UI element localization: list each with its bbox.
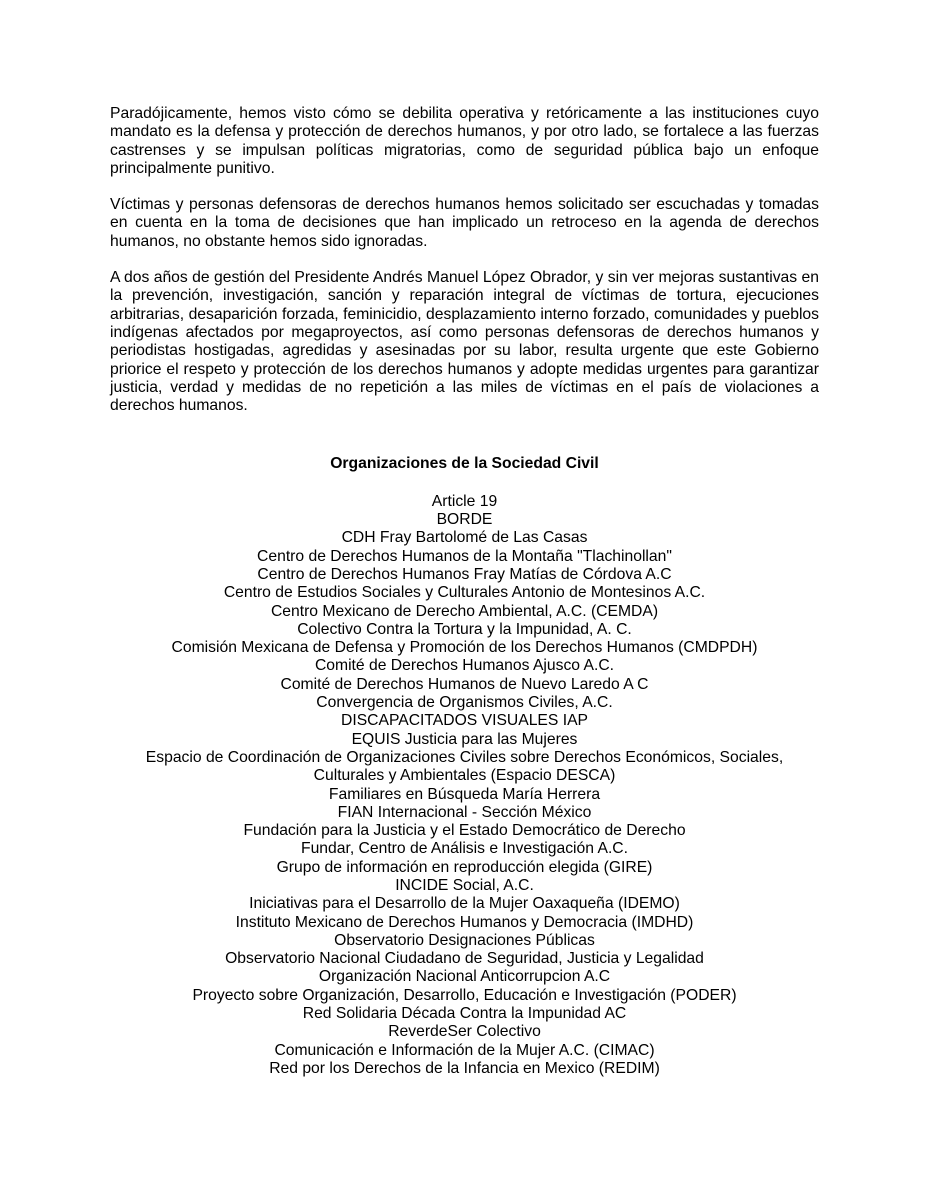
paragraph-3: A dos años de gestión del Presidente Andrés Manuel López Obrador, y sin ver mejoras sustantivas en la prevención, investigación, sanción y reparación integral de víctimas de tortura, ejecuciones arbitrarias, desaparición forzada, feminicidio, desplazamiento interno forzado, comunidades y pueblos indígenas afectados por megaproyectos, así como personas defensoras de derechos humanos y periodistas hostigadas, agredidas y asesinadas por su labor, resulta urgente que este Gobierno priorice el respeto y protección de los derechos humanos y adopte medidas urgentes para garantizar justicia, verdad y medidas de no repetición a las miles de víctimas en el país de violaciones a derechos humanos.: [110, 269, 819, 415]
organization-item: Instituto Mexicano de Derechos Humanos y Democracia (IMDHD): [235, 913, 694, 931]
organization-list: [110, 493, 819, 1079]
organization-item: Comisión Mexicana de Defensa y Promoción de los Derechos Humanos (CMDPDH): [171, 639, 758, 657]
organization-item: Fundación para la Justicia y el Estado Democrático de Derecho: [243, 822, 686, 840]
organization-item: ReverdeSer Colectivo: [388, 1023, 541, 1041]
organization-item: Organización Nacional Anticorrupcion A.C: [318, 968, 611, 986]
organization-item: Colectivo Contra la Tortura y la Impunidad, A. C.: [297, 620, 632, 638]
organization-item: Comunicación e Información de la Mujer A.C. (CIMAC): [274, 1041, 655, 1059]
organization-item: Red por los Derechos de la Infancia en Mexico (REDIM): [269, 1059, 660, 1077]
organization-item: INCIDE Social, A.C.: [395, 876, 534, 894]
document-page: [110, 105, 819, 1078]
organization-item: Culturales y Ambientales (Espacio DESCA): [313, 767, 616, 785]
organization-item: Convergencia de Organismos Civiles, A.C.: [316, 694, 613, 712]
organization-item: Observatorio Nacional Ciudadano de Seguridad, Justicia y Legalidad: [225, 950, 704, 968]
organization-item: Espacio de Coordinación de Organizaciones Civiles sobre Derechos Económicos, Sociales,: [145, 748, 784, 766]
organization-item: Centro de Estudios Sociales y Culturales Antonio de Montesinos A.C.: [223, 584, 706, 602]
organization-item: BORDE: [436, 511, 493, 529]
organization-item: Iniciativas para el Desarrollo de la Mujer Oaxaqueña (IDEMO): [249, 895, 680, 913]
paragraph-1: Paradójicamente, hemos visto cómo se debilita operativa y retóricamente a las instituciones cuyo mandato es la defensa y protección de derechos humanos, y por otro lado, se fortalece a las fuerzas castrenses y se impulsan políticas migratorias, como de seguridad pública bajo un enfoque principalmente punitivo.: [110, 105, 819, 177]
organization-item: Fundar, Centro de Análisis e Investigación A.C.: [300, 840, 628, 858]
organization-item: CDH Fray Bartolomé de Las Casas: [341, 529, 588, 547]
organization-item: Article 19: [431, 492, 498, 510]
organization-item: Red Solidaria Década Contra la Impunidad AC: [302, 1005, 627, 1023]
organization-item: Centro de Derechos Humanos de la Montaña "Tlachinollan": [257, 547, 672, 565]
organization-item: Centro de Derechos Humanos Fray Matías de Córdova A.C: [257, 565, 672, 583]
organization-item: Grupo de información en reproducción elegida (GIRE): [276, 858, 653, 876]
organization-item: Centro Mexicano de Derecho Ambiental, A.C. (CEMDA): [270, 602, 659, 620]
organization-item: Comité de Derechos Humanos Ajusco A.C.: [314, 657, 615, 675]
organization-item: Proyecto sobre Organización, Desarrollo, Educación e Investigación (PODER): [192, 986, 737, 1004]
organization-item: Familiares en Búsqueda María Herrera: [328, 785, 601, 803]
paragraph-2: Víctimas y personas defensoras de derechos humanos hemos solicitado ser escuchadas y tomadas en cuenta en la toma de decisiones que han implicado un retroceso en la agenda de derechos humanos, no obstante hemos sido ignoradas.: [110, 196, 819, 250]
organization-item: FIAN Internacional - Sección México: [337, 803, 592, 821]
organization-item: DISCAPACITADOS VISUALES IAP: [341, 712, 588, 730]
organization-item: EQUIS Justicia para las Mujeres: [351, 730, 578, 748]
signatories-title: Organizaciones de la Sociedad Civil: [330, 455, 599, 473]
organization-item: Comité de Derechos Humanos de Nuevo Laredo A C: [280, 675, 649, 693]
organization-item: Observatorio Designaciones Públicas: [334, 931, 595, 949]
